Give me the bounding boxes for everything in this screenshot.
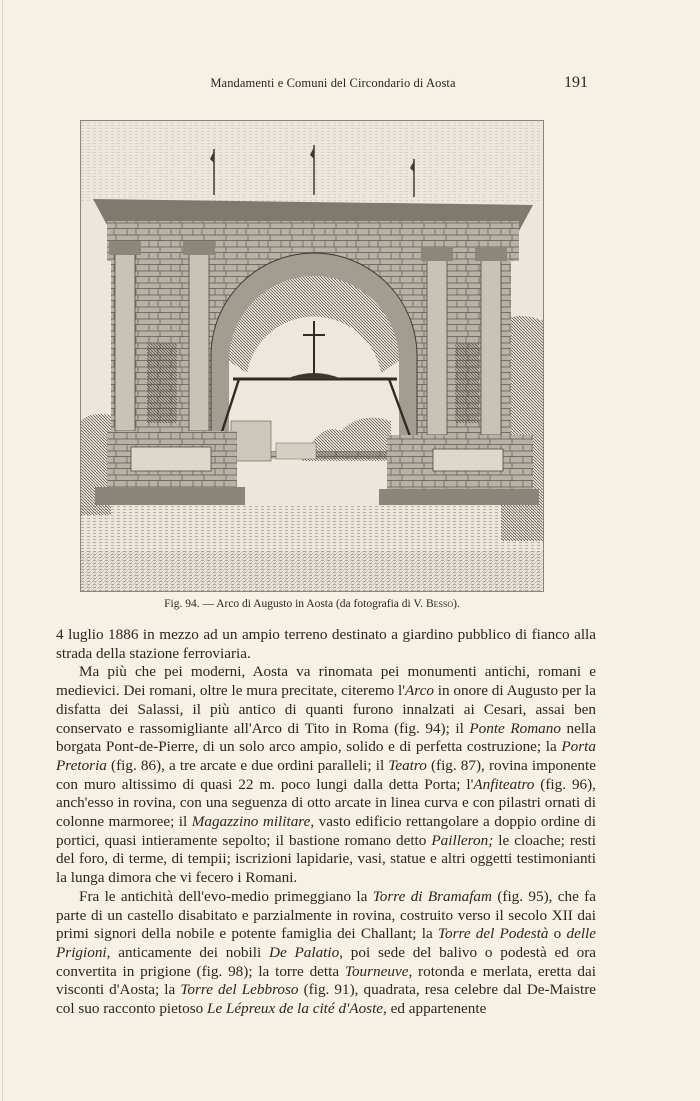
p3-italic-3: delle Prigioni bbox=[56, 925, 596, 961]
p2-italic-5: Anfiteatro bbox=[473, 775, 535, 793]
p3-text-8: , ed appartenente bbox=[383, 1000, 487, 1018]
p3-text-1: Fra le antichità dell'evo-medio primeggiano la bbox=[79, 887, 373, 905]
p2-text-4: (fig. 86), a tre arcate e due ordini paralleli; il bbox=[106, 756, 389, 774]
caption-author: Besso bbox=[425, 598, 454, 610]
p2-text-6: (fig. 96), anch'esso in rovina, con una seguenza di otto arcate in linea curva e con pilastri ornati di colonne marmoree; il bbox=[56, 775, 596, 831]
p3-italic-6: Torre del Lebbroso bbox=[180, 981, 299, 999]
p2-text-1: Ma più che pei moderni, Aosta va rinomata pei monumenti antichi, romani e medievici. Dei romani, oltre le mura precitate, citeremo l' bbox=[56, 663, 596, 700]
caption-prefix: Fig. 94. — Arco di Augusto in Aosta (da fotografia di V. bbox=[164, 598, 426, 610]
p2-italic-3: Porta Pretoria bbox=[56, 738, 596, 774]
p3-italic-5: Tourneuve bbox=[344, 962, 409, 980]
page-gutter-line bbox=[2, 0, 3, 1101]
p3-text-4: , anticamente dei nobili bbox=[106, 943, 269, 961]
p2-text-8: le cloache; resti del foro, di terme, di tempii; iscrizioni lapidarie, vasi, statue e altri oggetti testimonianti la lunga dimora che vi fecero i Romani. bbox=[56, 831, 596, 887]
p2-italic-1: Arco bbox=[405, 682, 434, 700]
paragraph-2 bbox=[56, 663, 596, 887]
p2-italic-2: Ponte Romano bbox=[469, 719, 561, 737]
p2-text-3: nella borgata Pont-de-Pierre, di un solo arco ampio, solido e di perfetta costruzione; la bbox=[56, 719, 597, 756]
paragraph-3 bbox=[56, 888, 596, 1019]
p3-text-3: o bbox=[548, 925, 567, 943]
p2-italic-7: Pailleron; bbox=[431, 831, 494, 849]
p3-italic-4: De Palatio bbox=[268, 943, 340, 961]
running-title: Mandamenti e Comuni del Circondario di Aosta bbox=[210, 76, 456, 90]
p3-text-5: , poi sede del balivo o podestà ed ora convertita in prigione (fig. 98); la torre detta bbox=[56, 943, 597, 980]
p3-text-2: (fig. 95), che fa parte di un castello disabitato e parzialmente in rovina, costruito verso il secolo XII dai primi signori della nobile e potente famiglia dei Challant; la bbox=[56, 887, 596, 943]
body-text bbox=[56, 626, 596, 1019]
page-header bbox=[78, 74, 588, 96]
p2-italic-4: Teatro bbox=[388, 756, 427, 774]
arch-of-augustus-engraving bbox=[80, 120, 544, 592]
p3-italic-7: Le Lépreux de la cité d'Aoste bbox=[207, 1000, 384, 1018]
engraving-illustration bbox=[81, 121, 543, 591]
paragraph-1: 4 luglio 1886 in mezzo ad un ampio terreno destinato a giardino pubblico di fianco alla strada della stazione ferroviaria. bbox=[56, 626, 596, 662]
p2-text-5: (fig. 87), rovina imponente con muro altissimo di quasi 22 m. poco lungi dalla detta Porta; l' bbox=[56, 756, 596, 793]
page-number: 191 bbox=[564, 74, 588, 91]
p3-text-6: , rotonda e merlata, eretta dai visconti d'Aosta; la bbox=[56, 962, 596, 999]
p2-italic-6: Magazzino militare bbox=[191, 813, 311, 831]
p3-text-7: (fig. 91), quadrata, resa celebre dal De-Maistre col suo racconto pietoso bbox=[56, 981, 596, 1018]
p2-text-7: , vasto edificio rettangolare a doppio ordine di portici, quasi intieramente sepolto; il bastione romano detto bbox=[56, 813, 596, 849]
figure-caption bbox=[80, 598, 544, 610]
p3-italic-2: Torre del Podestà bbox=[437, 925, 549, 943]
caption-suffix: ). bbox=[453, 598, 460, 610]
p3-italic-1: Torre di Bramafam bbox=[372, 887, 492, 905]
p2-text-2: in onore di Augusto per la disfatta dei Salassi, il più antico di quanti furono innalzati ai Cesari, assai ben conservato e rassomigliante all'Arco di Tito in Roma (fig. 94); il bbox=[56, 682, 596, 737]
